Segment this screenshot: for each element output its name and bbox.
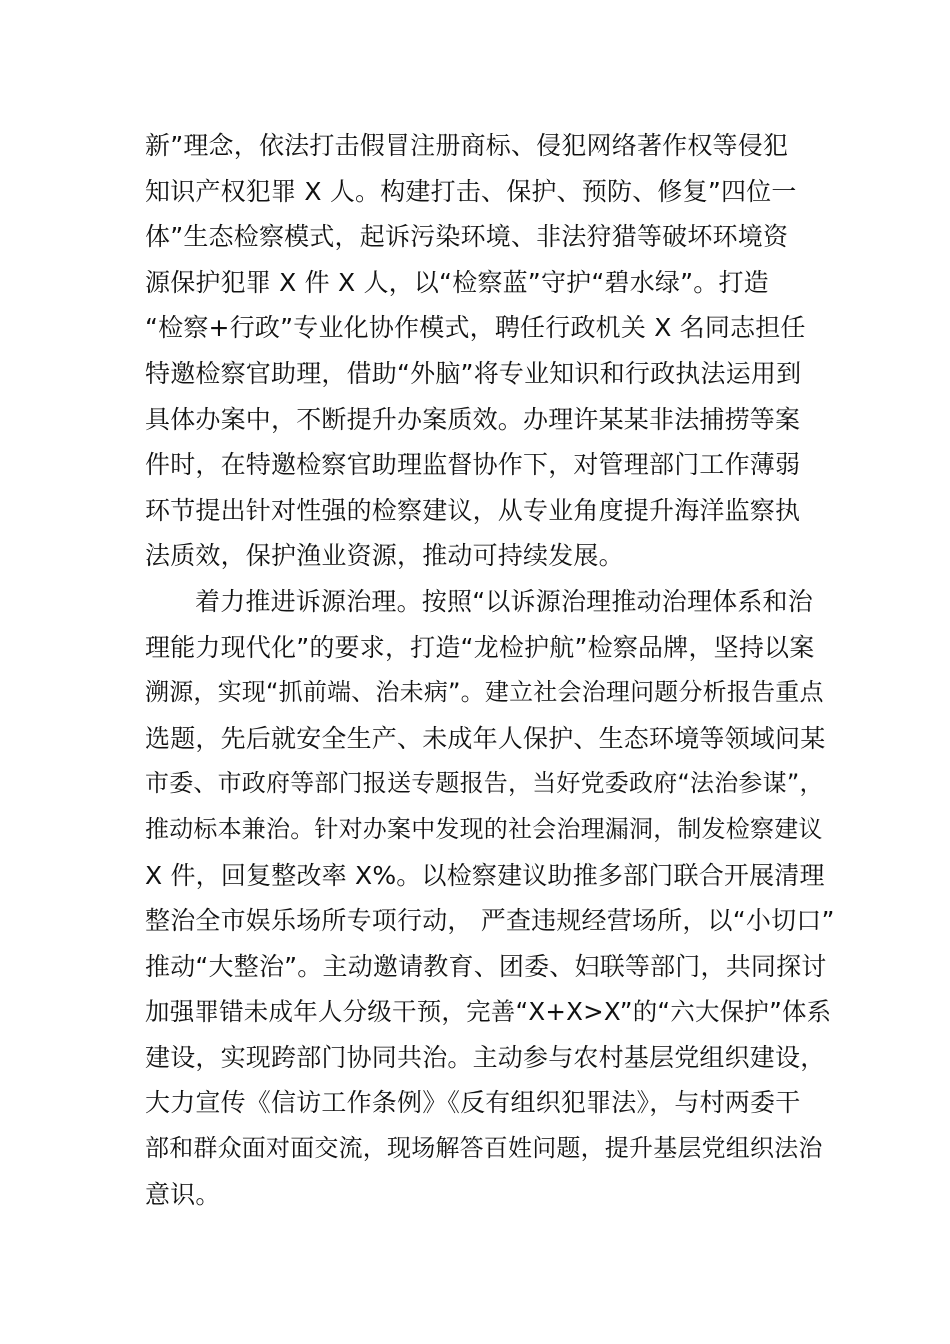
text-line: 加强罪错未成年人分级干预，完善“X+X>X”的“六大保护”体系 <box>145 997 832 1027</box>
text-line: 知识产权犯罪 X 人。构建打击、保护、预防、修复”四位一 <box>145 176 797 206</box>
text-line: 选题，先后就安全生产、未成年人保护、生态环境等领域问某 <box>145 723 826 753</box>
text-line: 大力宣传《信访工作条例》《反有组织犯罪法》，与村两委干 <box>145 1088 801 1118</box>
text-line: 着力推进诉源治理。按照“以诉源治理推动治理体系和治 <box>195 586 813 616</box>
text-line: 推动“大整治”。主动邀请教育、团委、妇联等部门，共同探讨 <box>145 951 827 981</box>
text-line: 件时，在特邀检察官助理监督协作下，对管理部门工作薄弱 <box>145 450 801 480</box>
text-line: 新”理念，依法打击假冒注册商标、侵犯网络著作权等侵犯 <box>145 131 789 160</box>
text-line: 具体办案中，不断提升办案质效。办理许某某非法捕捞等案 <box>145 404 801 434</box>
text-line: 法质效，保护渔业资源，推动可持续发展。 <box>145 541 624 571</box>
text-line: 环节提出针对性强的检察建议，从专业角度提升海洋监察执 <box>145 495 801 525</box>
body-text <box>145 123 835 1217</box>
text-line: “检察+行政”专业化协作模式，聘任行政机关 X 名同志担任 <box>145 313 806 343</box>
text-line: 意识。 <box>145 1179 221 1209</box>
text-line: 理能力现代化”的要求，打造“龙检护航”检察品牌，坚持以案 <box>145 632 815 662</box>
text-line: 部和群众面对面交流，现场解答百姓问题，提升基层党组织法治 <box>145 1134 823 1163</box>
text-line: 源保护犯罪 X 件 X 人，以“检察蓝”守护“碧水绿”。打造 <box>145 267 769 297</box>
text-line: 溯源，实现“抓前端、治未病”。建立社会治理问题分析报告重点 <box>145 678 824 707</box>
text-line: 整治全市娱乐场所专项行动， 严查违规经营场所，以“小切口” <box>145 906 835 936</box>
text-line: X 件，回复整改率 X%。以检察建议助推多部门联合开展清理 <box>145 860 825 890</box>
text-line: 体”生态检察模式，起诉污染环境、非法狩猎等破坏环境资 <box>145 222 789 252</box>
text-line: 推动标本兼治。针对办案中发现的社会治理漏洞，制发检察建议 <box>145 814 823 843</box>
text-line: 建设，实现跨部门协同共治。主动参与农村基层党组织建设， <box>145 1042 826 1072</box>
text-line: 特邀检察官助理，借助“外脑”将专业知识和行政执法运用到 <box>145 358 802 388</box>
text-line: 市委、市政府等部门报送专题报告，当好党委政府“法治参谋”， <box>145 769 824 798</box>
